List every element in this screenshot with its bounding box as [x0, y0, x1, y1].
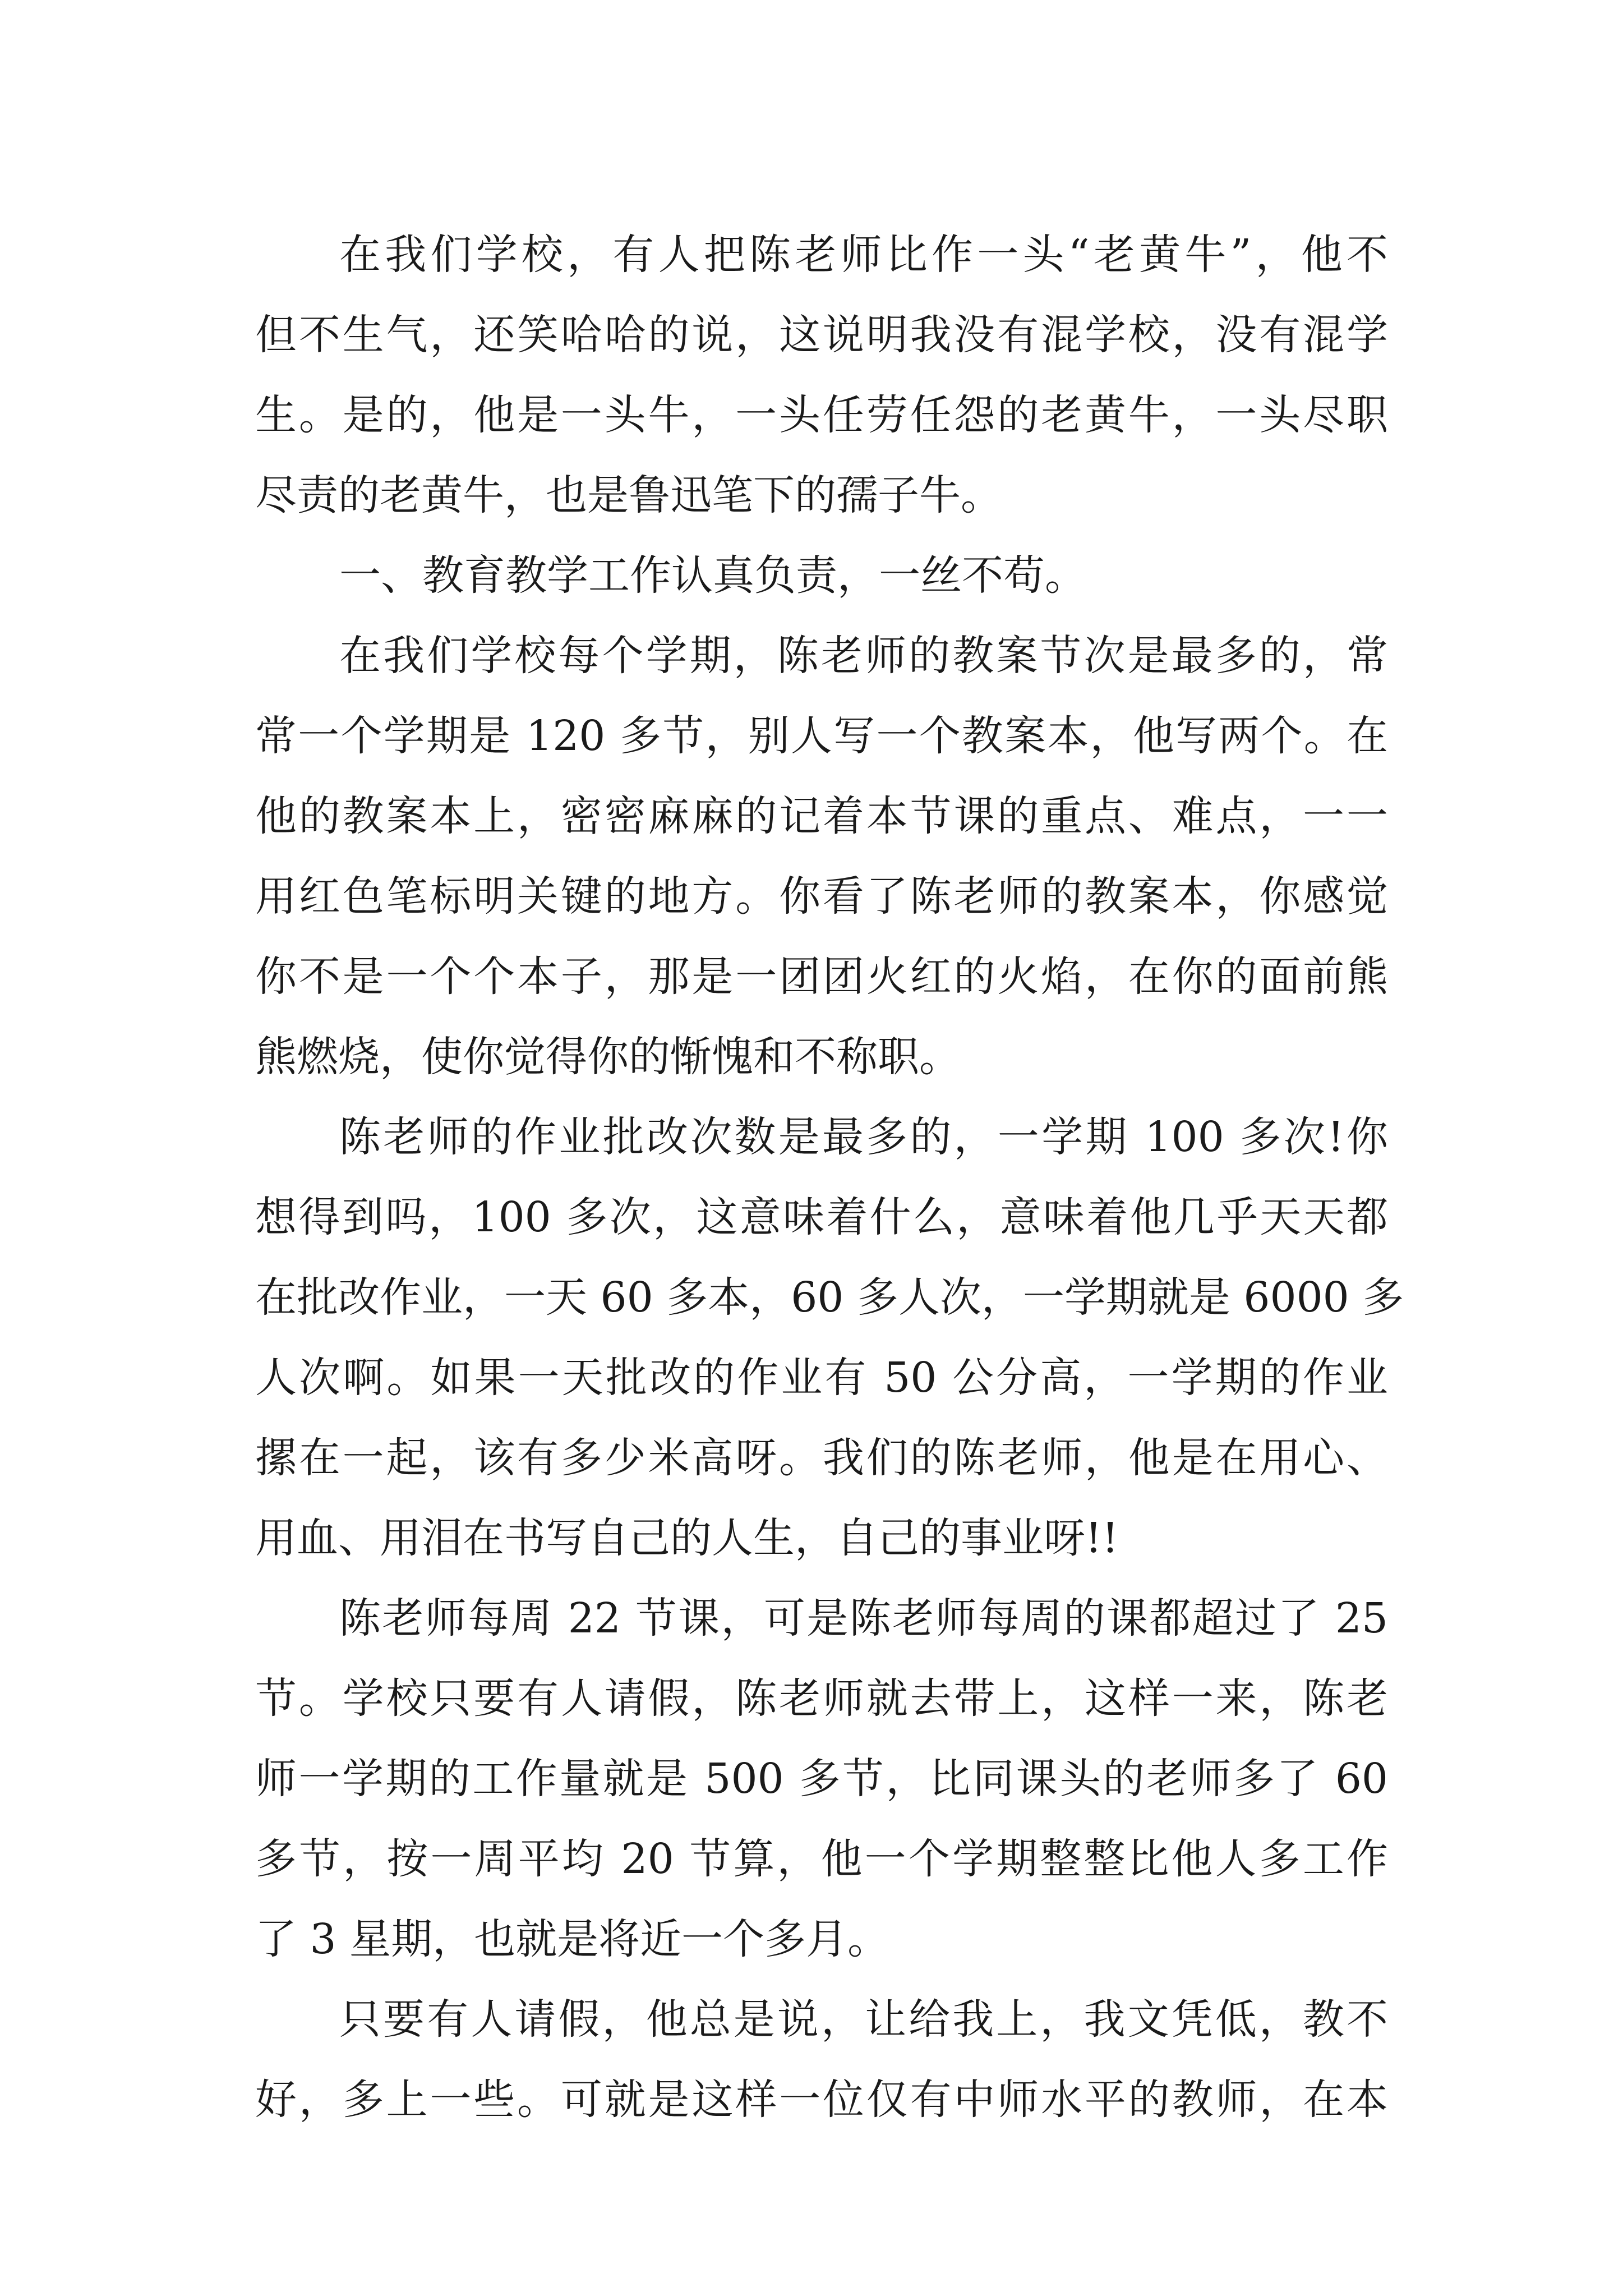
text-line: 只要有人请假，他总是说，让给我上，我文凭低，教不 — [339, 1995, 1388, 2044]
text-line: 生。是的，他是一头牛，一头任劳任怨的老黄牛，一头尽职 — [255, 391, 1388, 439]
text-line: 熊燃烧，使你觉得你的惭愧和不称职。 — [255, 1033, 961, 1081]
text-line: 常一个学期是 120 多节，别人写一个教案本，他写两个。在 — [255, 712, 1388, 760]
paragraph-4 — [255, 1097, 1404, 1579]
text-line: 尽责的老黄牛，也是鲁迅笔下的孺子牛。 — [255, 471, 1002, 519]
text-line: 人次啊。如果一天批改的作业有 50 公分高，一学期的作业 — [255, 1354, 1388, 1402]
text-line: 节。学校只要有人请假，陈老师就去带上，这样一来，陈老 — [255, 1674, 1388, 1723]
text-line: 师一学期的工作量就是 500 多节，比同课头的老师多了 60 — [255, 1755, 1388, 1803]
document-body — [255, 215, 1404, 2140]
text-line: 陈老师每周 22 节课，可是陈老师每周的课都超过了 25 — [339, 1594, 1388, 1642]
paragraph-6 — [255, 1980, 1388, 2140]
text-line: 他的教案本上，密密麻麻的记着本节课的重点、难点，一一 — [255, 792, 1388, 840]
text-line: 一、教育教学工作认真负责，一丝不苟。 — [339, 551, 1086, 600]
text-line: 在批改作业，一天 60 多本，60 多人次，一学期就是 6000 多 — [255, 1273, 1404, 1322]
text-line: 在我们学校，有人把陈老师比作一头“老黄牛”，他不 — [339, 231, 1388, 279]
text-line: 陈老师的作业批改次数是最多的，一学期 100 多次!你 — [339, 1113, 1388, 1161]
text-line: 摞在一起，该有多少米高呀。我们的陈老师，他是在用心、 — [255, 1434, 1388, 1482]
text-line: 用血、用泪在书写自己的人生，自己的事业呀!! — [255, 1514, 1119, 1562]
section-heading — [255, 536, 1388, 616]
paragraph-5 — [255, 1579, 1388, 1980]
text-line: 但不生气，还笑哈哈的说，这说明我没有混学校，没有混学 — [255, 311, 1388, 359]
text-line: 在我们学校每个学期，陈老师的教案节次是最多的，常 — [339, 632, 1388, 680]
text-line: 多节，按一周平均 20 节算，他一个学期整整比他人多工作 — [255, 1835, 1388, 1883]
text-line: 好，多上一些。可就是这样一位仅有中师水平的教师，在本 — [255, 2076, 1388, 2124]
text-line: 用红色笔标明关键的地方。你看了陈老师的教案本，你感觉 — [255, 872, 1388, 921]
text-line: 想得到吗，100 多次，这意味着什么，意味着他几乎天天都 — [255, 1193, 1388, 1241]
text-line: 了 3 星期，也就是将近一个多月。 — [255, 1915, 889, 1963]
paragraph-3 — [255, 616, 1388, 1097]
text-line: 你不是一个个本子，那是一团团火红的火焰，在你的面前熊 — [255, 953, 1388, 1001]
paragraph-1 — [255, 215, 1388, 536]
